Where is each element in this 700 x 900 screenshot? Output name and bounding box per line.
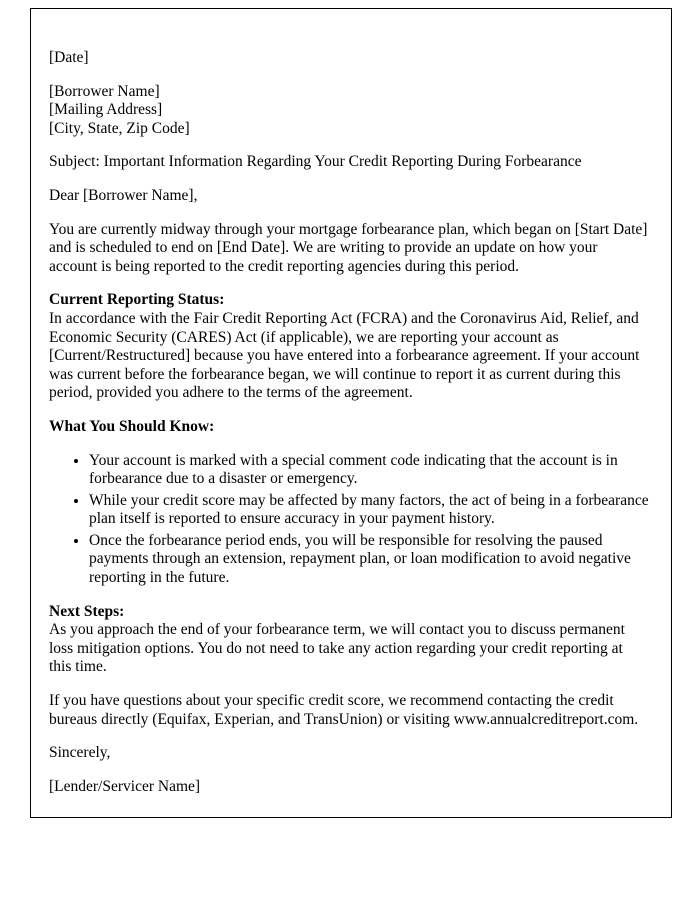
subject-line: Subject: Important Information Regarding Your Credit Reporting During Forbearance (49, 153, 582, 171)
signature-placeholder: [Lender/Servicer Name] (49, 777, 201, 795)
next-steps-text: As you approach the end of your forbearance term, we will contact you to discuss permanent loss mitigation options. You do not need to take any action regarding your credit reporting at this time. (49, 621, 625, 676)
current-status-section (49, 291, 649, 403)
recipient-mailing-address: [Mailing Address] (49, 101, 163, 119)
letter-container (30, 8, 672, 818)
recipient-address-block (49, 83, 649, 139)
recipient-name: [Borrower Name] (49, 82, 160, 100)
bullet-item: • Once the forbearance period ends, you will be responsible for resolving the paused payments through an extension, repayment plan, or loan modification to avoid negative reporting in the future. (89, 532, 649, 588)
salutation: Dear [Borrower Name], (49, 186, 198, 204)
current-status-text: In accordance with the Fair Credit Reporting Act (FCRA) and the Coronavirus Aid, Relief, and Economic Security (CARES) Act (if applicable), we are reporting your account as [Current/Restructured] because you have entered into a forbearance agreement. If your account was current before the forbearance began, we will continue to report it as current during this period, provided you adhere to the terms of the agreement. (49, 309, 640, 402)
intro-paragraph: You are currently midway through your mortgage forbearance plan, which began on [Start Date] and is scheduled to end on [End Date]. We are writing to provide an update on how your account is being reported to the credit reporting agencies during this period. (49, 220, 648, 275)
bullet-item: • While your credit score may be affected by many factors, the act of being in a forbearance plan itself is reported to ensure accuracy in your payment history. (89, 492, 649, 529)
closing-block (49, 744, 649, 796)
closing-line: Sincerely, (49, 744, 111, 762)
current-status-heading: Current Reporting Status: (49, 291, 225, 309)
date-placeholder: [Date] (49, 49, 89, 66)
know-bullet-list (49, 452, 649, 588)
bullet-item: • Your account is marked with a special comment code indicating that the account is in forbearance due to a disaster or emergency. (89, 452, 649, 489)
know-section-heading-wrap (49, 418, 649, 437)
next-steps-heading: Next Steps: (49, 602, 125, 620)
know-heading: What You Should Know: (49, 417, 215, 435)
recipient-city-state-zip: [City, State, Zip Code] (49, 119, 190, 137)
next-steps-section (49, 603, 649, 677)
questions-paragraph: If you have questions about your specific credit score, we recommend contacting the credit bureaus directly (Equifax, Experian, and TransUnion) or visiting www.annualcreditreport.com. (49, 692, 639, 728)
